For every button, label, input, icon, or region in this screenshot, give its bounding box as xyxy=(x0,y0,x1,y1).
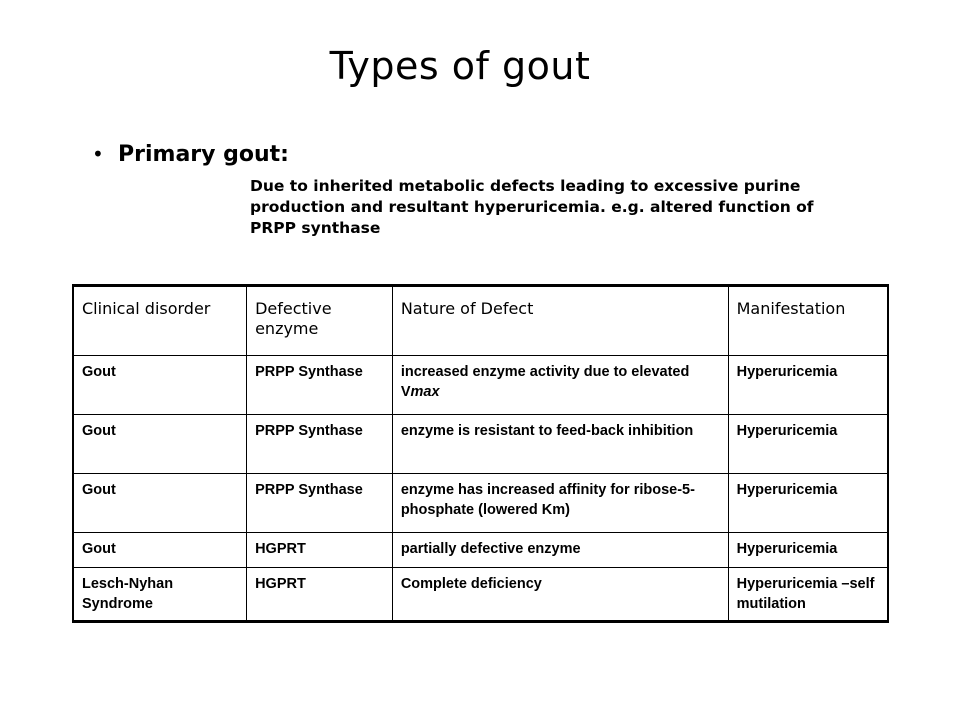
cell-enzyme: PRPP Synthase xyxy=(247,415,393,474)
cell-enzyme: HGPRT xyxy=(247,533,393,568)
cell-disorder: Gout xyxy=(73,533,247,568)
cell-manifestation: Hyperuricemia xyxy=(728,474,888,533)
cell-defect: Complete deficiency xyxy=(392,568,728,622)
table-row xyxy=(73,533,888,568)
cell-defect: partially defective enzyme xyxy=(392,533,728,568)
cell-defect: enzyme has increased affinity for ribose-5-phosphate (lowered Km) xyxy=(392,474,728,533)
header-clinical-disorder: Clinical disorder xyxy=(73,286,247,356)
table-row xyxy=(73,415,888,474)
bullet-heading: Primary gout: xyxy=(118,142,289,167)
cell-manifestation: Hyperuricemia xyxy=(728,415,888,474)
cell-defect xyxy=(392,356,728,415)
cell-enzyme: PRPP Synthase xyxy=(247,474,393,533)
cell-defect-italic: max xyxy=(410,384,440,400)
header-defective-enzyme: Defective enzyme xyxy=(247,286,393,356)
header-manifestation: Manifestation xyxy=(728,286,888,356)
cell-disorder: Gout xyxy=(73,356,247,415)
primary-gout-description: Due to inherited metabolic defects leading to excessive purine production and resultant hyperuricemia. e.g. altered function of PRPP synthase xyxy=(250,177,814,237)
table-row xyxy=(73,474,888,533)
cell-manifestation: Hyperuricemia –self mutilation xyxy=(728,568,888,622)
cell-manifestation: Hyperuricemia xyxy=(728,356,888,415)
slide-title: Types of gout xyxy=(329,44,591,88)
cell-disorder: Gout xyxy=(73,474,247,533)
cell-manifestation: Hyperuricemia xyxy=(728,533,888,568)
table-row xyxy=(73,356,888,415)
header-nature-of-defect: Nature of Defect xyxy=(392,286,728,356)
gout-types-table xyxy=(72,284,889,623)
table-row xyxy=(73,568,888,622)
cell-defect: enzyme is resistant to feed-back inhibition xyxy=(392,415,728,474)
cell-disorder: Lesch-Nyhan Syndrome xyxy=(73,568,247,622)
bullet-icon: • xyxy=(92,142,104,166)
cell-enzyme: PRPP Synthase xyxy=(247,356,393,415)
cell-enzyme: HGPRT xyxy=(247,568,393,622)
bullet-primary-gout xyxy=(92,142,289,167)
cell-disorder: Gout xyxy=(73,415,247,474)
table-header-row xyxy=(73,286,888,356)
cell-defect-text: increased enzyme activity due to elevated V xyxy=(400,364,690,400)
